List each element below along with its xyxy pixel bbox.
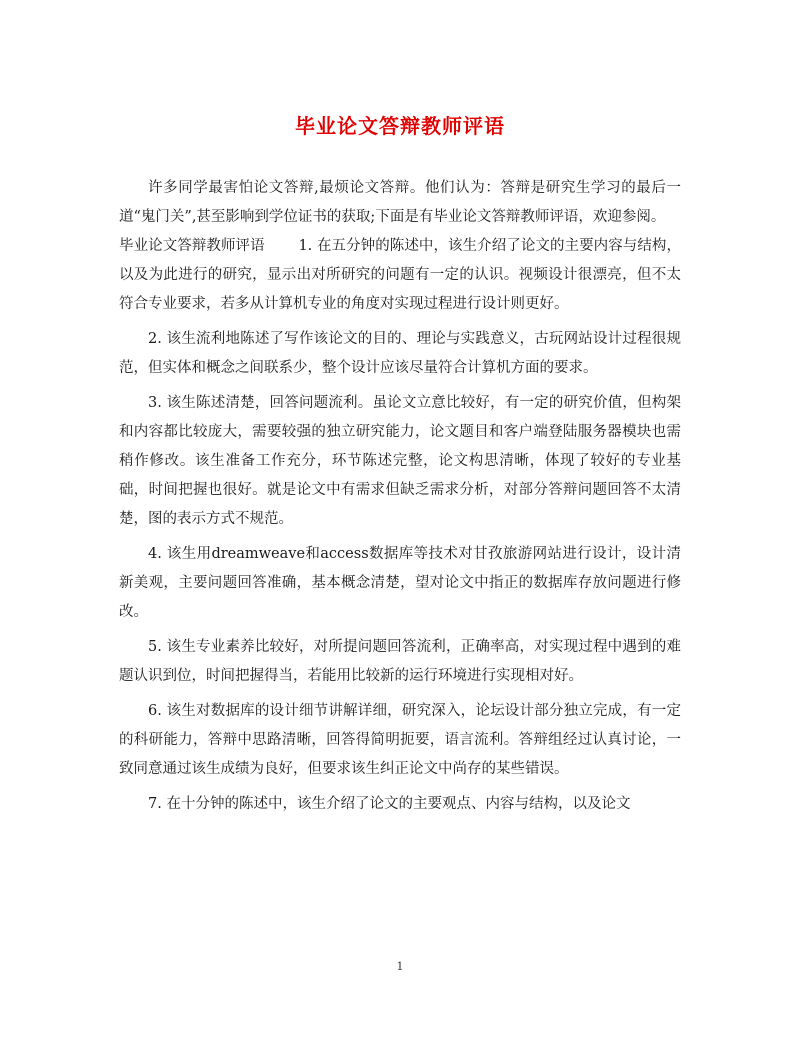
paragraph-6: 6. 该生对数据库的设计细节讲解详细，研究深入，论坛设计部分独立完成，有一定的科研能力，答辩中思路清晰，回答得简明扼要，语言流利。答辩组经过认真讨论，一致同意通过该生成绩为良好，但要求该生纠正论文中尚存的某些错误。 — [119, 703, 681, 777]
intro-paragraph: 许多同学最害怕论文答辩,最烦论文答辩。他们认为：答辩是研究生学习的最后一道“鬼门关”,甚至影响到学位证书的获取;下面是有毕业论文答辩教师评语，欢迎参阅。 — [119, 180, 681, 225]
paragraph-4: 4. 该生用dreamweave和access数据库等技术对甘孜旅游网站进行设计，设计清新美观，主要问题回答准确，基本概念清楚，望对论文中指正的数据库存放问题进行修改。 — [119, 546, 681, 620]
paragraph-1: 毕业论文答辩教师评语 1. 在五分钟的陈述中，该生介绍了论文的主要内容与结构，以及为此进行的研究，显示出对所研究的问题有一定的认识。视频设计很漂亮，但不太符合专业要求，若多从计算机专业的角度对实现过程进行设计则更好。 — [119, 238, 681, 312]
document-body — [119, 174, 681, 819]
paragraph-2: 2. 该生流利地陈述了写作该论文的目的、理论与实践意义，古玩网站设计过程很规范，但实体和概念之间联系少，整个设计应该尽量符合计算机方面的要求。 — [119, 331, 681, 376]
paragraph-7: 7. 在十分钟的陈述中，该生介绍了论文的主要观点、内容与结构，以及论文 — [148, 796, 631, 812]
paragraph-3: 3. 该生陈述清楚，回答问题流利。虽论文立意比较好，有一定的研究价值，但构架和内容都比较庞大，需要较强的独立研究能力，论文题目和客户端登陆服务器模块也需稍作修改。该生准备工作充分，环节陈述完整，论文构思清晰，体现了较好的专业基础，时间把握也很好。就是论文中有需求但缺乏需求分析，对部分答辩问题回答不太清楚，图的表示方式不规范。 — [119, 395, 681, 527]
paragraph-5: 5. 该生专业素养比较好，对所提问题回答流利，正确率高，对实现过程中遇到的难题认识到位，时间把握得当，若能用比较新的运行环境进行实现相对好。 — [119, 639, 681, 684]
page-number: 1 — [396, 960, 404, 973]
document-title: 毕业论文答辩教师评语 — [295, 114, 505, 138]
